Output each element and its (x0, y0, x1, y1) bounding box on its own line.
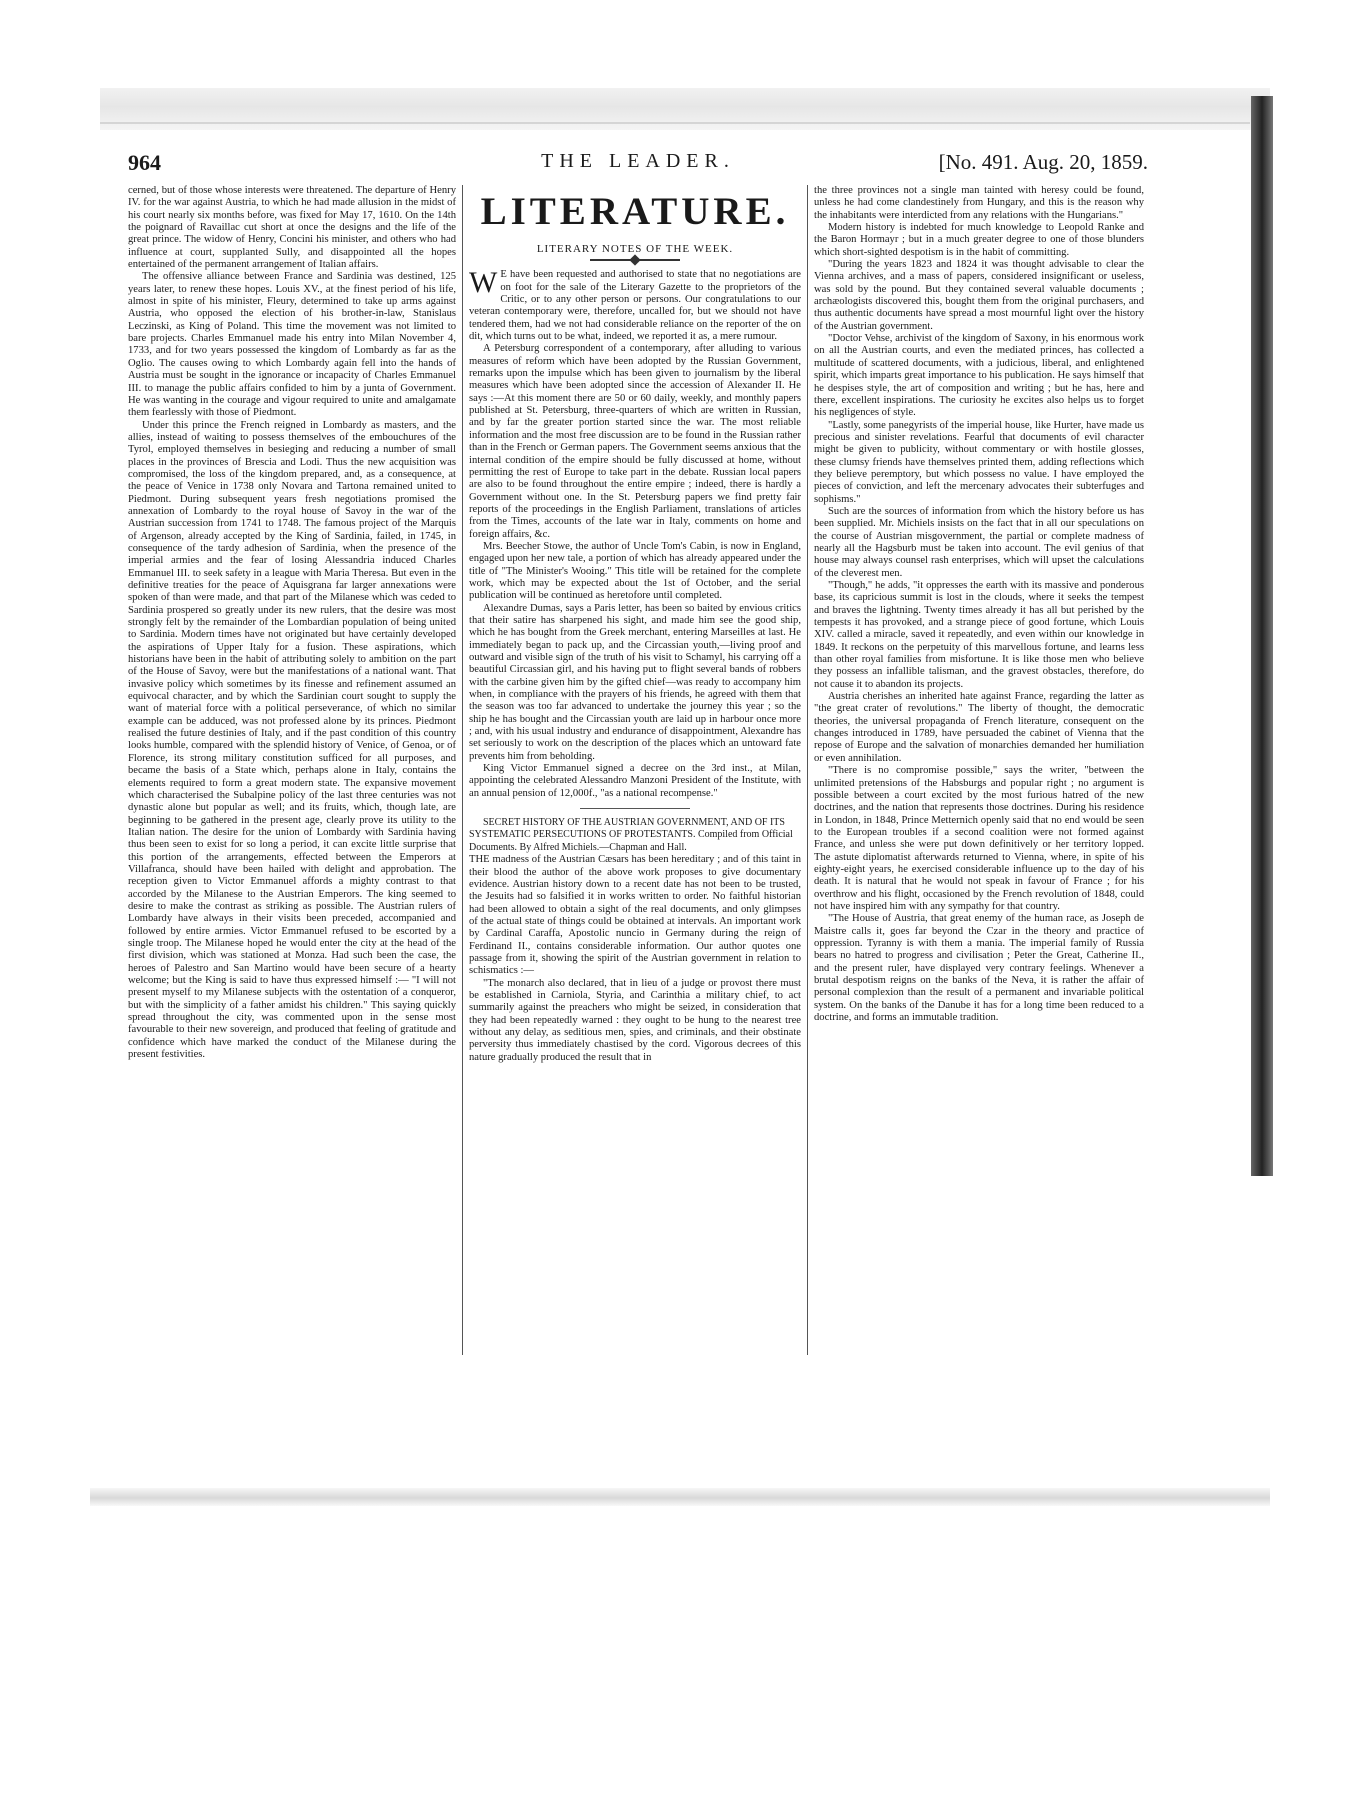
paragraph: A Petersburg correspondent of a contemporary, after alluding to various measures of reform which have been adopted by the Russian Government, remarks upon the impulse which has been given to journalism by the liberal measures which have been adopted since the accession of Alexander II. He says :—At this moment there are 50 or 60 daily, weekly, and monthly papers published at St. Petersburg, three-quarters of which are written in Russian, and by far the greater portion started since the war. The most reliable information and the most free discussion are to be found in the Russian rather than in the French or German papers. The Government seems anxious that the internal condition of the empire should be fully discussed at home, without permitting the rest of Europe to take part in the debate. Russian local papers are also to be found throughout the entire empire ; indeed, there is hardly a Government without one. In the St. Petersburg papers we find pretty fair reports of the proceedings in the English Parliament, translations of articles from the Times, accounts of the late war in Italy, comments on home and foreign affairs, &c. (469, 343, 801, 540)
column-rule-2 (807, 185, 808, 1355)
paragraph: "Lastly, some panegyrists of the imperial house, like Hurter, have made us precious and sinister revelations. Fearful that documents of evil character might be given to publicity, without commentary or with hostile glosses, these clumsy friends have themselves printed them, adding reflections which they believe peremptory, but which possess no value. I have employed the pieces of conviction, and left the mercenary advocates their subterfuges and sophisms." (814, 419, 1144, 505)
issue-date: [No. 491. Aug. 20, 1859. (938, 150, 1148, 174)
scan-edge-bottom (90, 1488, 1270, 1506)
column-1 (128, 185, 456, 1061)
paragraph (469, 266, 801, 343)
paragraph: cerned, but of those whose interests were threatened. The departure of Henry IV. for the war against Austria, to which he had made allusion in the midst of his court nearly six months before, was fixed for May 17, 1610. On the 14th the poignard of Ravaillac cut short at once the designs and the life of the great prince. The widow of Henry, Concini his minister, and others who had influence at court, supplanted Sully, and disappointed all the hopes entertained of the permanent arrangement of Italian affairs. (128, 185, 456, 271)
paragraph: Under this prince the French reigned in Lombardy as masters, and the allies, instead of waiting to possess themselves of the embouchures of the Tyrol, employed themselves in besieging and reducing a number of small places in the provinces of Brescia and Lodi. Thus the new acquisition was compromised, the loss of the kingdom prepared, and, as a consequence, at the peace of Venice in 1738 only Novara and Tartona remained united to Piedmont. During subsequent years fresh negotiations promised the annexation of Lombardy to the royal house of Savoy in the war of the Austrian succession from 1741 to 1748. The famous project of the Marquis of Argenson, already accepted by the King of Sardinia, failed, in 1745, in consequence of the tardy adhesion of Sardinia, when the presence of the imperial armies and the fear of losing Alessandria induced Charles Emmanuel III. to seek safety in a league with Maria Theresa. But even in the definitive treaties for the peace of Aquisgrana far larger annexations were spoken of than were made, and that part of the Milanese which was ceded to Sardinia prospered so greatly under its new rulers, that the desire was most strongly felt by the remainder of the Lombardian population of being united to Sardinia. Modern times have not originated but have certainly developed the aspirations of Upper Italy for a fusion. These aspirations, which historians have been in the habit of attributing solely to ambition on the part of the House of Savoy, were but the manifestations of a national want. That invasive policy which sometimes by its finesse and refinement assumed an equivocal character, and by which the Sardinian court sought to supply the want of material force with a political perseverance, of which no similar example can be adduced, was not professed alone by its princes. Piedmont realised the future destinies of Italy, and if the past condition of this country looks humble, compared with the splendid history of Venice, of Genoa, or of Florence, its strong military constitution sufficed for all purposes, and became the basis of a State which, perhaps alone in Italy, contains the elements required to form a great modern state. The expansive movement which characterised the Subalpine policy of the last three centuries was not dynastic alone but popular as well; and its fruits, which, though late, are beginning to be gathered in the present age, clearly prove its utility to the Italian nation. The desire for the union of Lombardy with Sardinia having thus been seen to exist for so long a period, it can excite little surprise that this portion of the arrangements, effected between the Emperors at Villafranca, should have been hailed with delight and approbation. The reception given to Victor Emmanuel affords a mighty contrast to that accorded by the Milanese to the Austrian Emperors. The king seemed to desire to make the contrast as striking as possible. The Austrian rulers of Lombardy have always in their visits been preceded, accompanied and followed by entire armies. Victor Emmanuel refused to be escorted by a single troop. The Milanese hoped he would enter the city at the head of the first division, which was stationed at Monza. Had such been the case, the heroes of Palestro and San Martino would have been secure of a hearty welcome; but the King is said to have thus expressed himself :— "I will not present myself to my Milanese subjects with the ostentation of a conqueror, but with the simplicity of a father amidst his children." This saying quickly spread throughout the city, was commented upon in the sense most favourable to their new sovereign, and produced that feeling of gratitude and confidence which have marked the conduct of the Milanese during the present festivities. (128, 419, 456, 1061)
paragraph: THE madness of the Austrian Cæsars has been hereditary ; and of this taint in their blood the author of the above work proposes to give documentary evidence. Austrian history down to a recent date has not been to be trusted, the Jesuits had so falsified it in works written to order. No faithful historian had been allowed to obtain a sight of the real documents, and only glimpses of the actual state of things could be obtained at intervals. An important work by Cardinal Caraffa, Apostolic nuncio in Germany during the reign of Ferdinand II., contains considerable information. Our author quotes one passage from it, showing the spirit of the Austrian government in relation to schismatics :— (469, 854, 801, 977)
paragraph: Such are the sources of information from which the history before us has been supplied. Mr. Michiels insists on the fact that in all our speculations on the course of Austrian misgovernment, the partial or complete madness of nearly all the Hagsburb must be taken into account. The evil genius of that house may always counsel rash enterprises, which will upset the calculations of the cleverest men. (814, 505, 1144, 579)
paragraph: "The monarch also declared, that in lieu of a judge or provost there must be established in Carniola, Styria, and Carinthia a military chief, to act summarily against the preachers who might be seized, in consideration that they had been repeatedly warned : they ought to be hung to the nearest tree without any delay, as seditious men, spies, and criminals, and their obstinate perversity thus immediately chastised by the cord. Vigorous decrees of this nature gradually produced the result that in (469, 977, 801, 1063)
section-title: LITERATURE. (480, 190, 790, 233)
paragraph: Mrs. Beecher Stowe, the author of Uncle Tom's Cabin, is now in England, engaged upon her new tale, a portion of which has already appeared under the title of "The Minister's Wooing." This title will be retained for the complete work, which may be expected about the 1st of October, and the serial publication will be continued as heretofore until completed. (469, 540, 801, 602)
review-heading: SECRET HISTORY OF THE AUSTRIAN GOVERNMENT, AND OF ITS SYSTEMATIC PERSECUTIONS OF PROTESTANTS. Compiled from Official Documents. By Alfred Michiels.—Chapman and Hall. (469, 817, 793, 853)
paragraph: "The House of Austria, that great enemy of the human race, as Joseph de Maistre calls it, goes far beyond the Czar in the theory and practice of oppression. Tyranny is with them a mania. The imperial family of Russia bears no hatred to progress and civilisation ; Peter the Great, Catherine II., and the present ruler, have displayed very contrary feelings. Whenever a brutal despotism reigns on the banks of the Neva, it is rather the affair of personal complexion than the result of a permanent and invariable political system. On the banks of the Danube it has for a long time been reduced to a doctrine, and forms an immutable tradition. (814, 913, 1144, 1024)
paragraph: Austria cherishes an inherited hate against France, regarding the latter as "the great crater of revolutions." The liberty of thought, the democratic theories, the universal propaganda of French literature, consequent on the changes introduced in 1789, have persuaded the cabinet of Vienna that the repose of Europe and the salvation of monarchies demanded her humiliation or even annihilation. (814, 691, 1144, 764)
scan-fold-line (100, 122, 1250, 124)
column-3 (814, 185, 1144, 1024)
paragraph: "There is no compromise possible," says the writer, "between the unlimited pretensions of the Habsburgs and popular right ; no argument is possible between a court excited by the most furious hatred of the new doctrines, and the nation that represents those doctrines. During his residence in London, in 1848, Prince Metternich openly said that no end would be seen to the European troubles if a second coalition were not formed against France, and unless she were put down definitively or her territory lopped. The astute diplomatist afterwards returned to Vienna, where, in spite of his eighty-eight years, he exercised considerable influence up to the day of his death. It is natural that he would not speak in favour of France ; for his overthrow and his flight, occasioned by the French revolution of 1848, could not have inspired him with any sympathy for that country. (814, 765, 1144, 912)
paragraph: Modern history is indebted for much knowledge to Leopold Ranke and the Baron Hormayr ; but in a much greater degree to one of those blunders which short-sighted despotism is in the habit of committing. (814, 222, 1144, 258)
paragraph: "Though," he adds, "it oppresses the earth with its massive and ponderous base, its capricious summit is lost in the clouds, where it seeks the tempest and braves the lightning. Twenty times already it has all but perished by the tempests it has provoked, and a strange piece of good fortune, which Louis XIV. called a miracle, saved it repeatedly, and even within our knowledge in 1849. It reckons on the perpetuity of this marvellous fortune, and learns less than other royal families from misfortune. It is like those men who believe they possess an infallible talisman, and the gravest obstacles, therefore, do not cause it to abandon its projects. (814, 580, 1144, 690)
paragraph: Alexandre Dumas, says a Paris letter, has been so baited by envious critics that their satire has sharpened his sight, and made him see the good ship, which he has bought from the Greek merchant, entering Marseilles at last. He immediately began to pack up, and the Circassian youth,—living proof and outward and visible sign of the truth of his visit to Schamyl, his carrying off a beautiful Circassian girl, and his having put to flight several bands of robbers with the carbine given him by the gifted chief—was ready to accompany him when, in compliance with the prayers of his friends, he agreed with them that the season was too far advanced to undertake the journey this year ; so the ship he has bought and the Circassian youth are laid up in harbour once more ; and, with his usual industry and endurance of disappointment, Alexandre has set seriously to work on the description of the places which an untoward fate prevents him from beholding. (469, 602, 801, 762)
ornament-divider (590, 259, 680, 261)
newspaper-title: THE LEADER. (541, 150, 735, 172)
paragraph-text: E have been requested and authorised to state that no negotiations are on foot for the sale of the Literary Gazette to the proprietors of the Critic, or to any other person or persons. Our congratulations to our veteran contemporary were, therefore, uncalled for, but we should not have tendered them, had we not had considerable reliance on the reporter of the on dit, which turns out to be what, indeed, we reported it as, a mere rumour. (469, 269, 801, 343)
paragraph: The offensive alliance between France and Sardinia was destined, 125 years later, to renew these hopes. Louis XV., at the finest period of his life, almost in spite of his minister, Fleury, determined to take up arms against Austria, who opposed the election of his brother-in-law, Stanislaus Leczinski, as King of Poland. This time the movement was not limited to bare projects. Charles Emmanuel made his entry into Milan November 4, 1733, and for two years possessed the kingdom of Lombardy as far as the Oglio. The causes owing to which Lombardy again fell into the hands of Austria must be sought in the ignorance or incapacity of Charles Emmanuel III. to manage the public affairs confided to him by a junta of Government. He was wanting in the courage and vigour required to unite and amalgamate them fearlessly with those of Piedmont. (128, 271, 456, 419)
paragraph: the three provinces not a single man tainted with heresy could be found, unless he had come clandestinely from Hungary, and this is the reason why the inhabitants were interdicted from any relations with the Hungarians." (814, 185, 1144, 221)
paragraph: "Doctor Vehse, archivist of the kingdom of Saxony, in his enormous work on all the Austrian courts, and even the mediated princes, has collected a multitude of scattered documents, with a judicious, liberal, and enlightened spirit, which imparts great importance to his publication. He says himself that he despises style, the art of composition and writing ; but he has, here and there, excellent inspirations. The curiosity he excites also helps us to forget his negligences of style. (814, 333, 1144, 419)
page-header (128, 150, 1148, 180)
paragraph: "During the years 1823 and 1824 it was thought advisable to clear the Vienna archives, and a mass of papers, considered insignificant or useless, was sold by the pound. But they contained several valuable documents ; archæologists discovered this, bought them from the original purchasers, and thus authentic documents have spread a most mournful light over the history of the Austrian government. (814, 259, 1144, 332)
scan-edge-right (1251, 96, 1273, 1176)
drop-cap: W (469, 266, 498, 300)
section-subheading: LITERARY NOTES OF THE WEEK. (536, 243, 734, 255)
column-2 (469, 185, 801, 1064)
divider (580, 808, 690, 809)
paragraph: King Victor Emmanuel signed a decree on the 3rd inst., at Milan, appointing the celebrated Alessandro Manzoni President of the Institute, with an annual pension of 12,000f., "as a national recompense." (469, 763, 801, 799)
page-number: 964 (128, 150, 161, 175)
column-rule-1 (462, 185, 463, 1355)
